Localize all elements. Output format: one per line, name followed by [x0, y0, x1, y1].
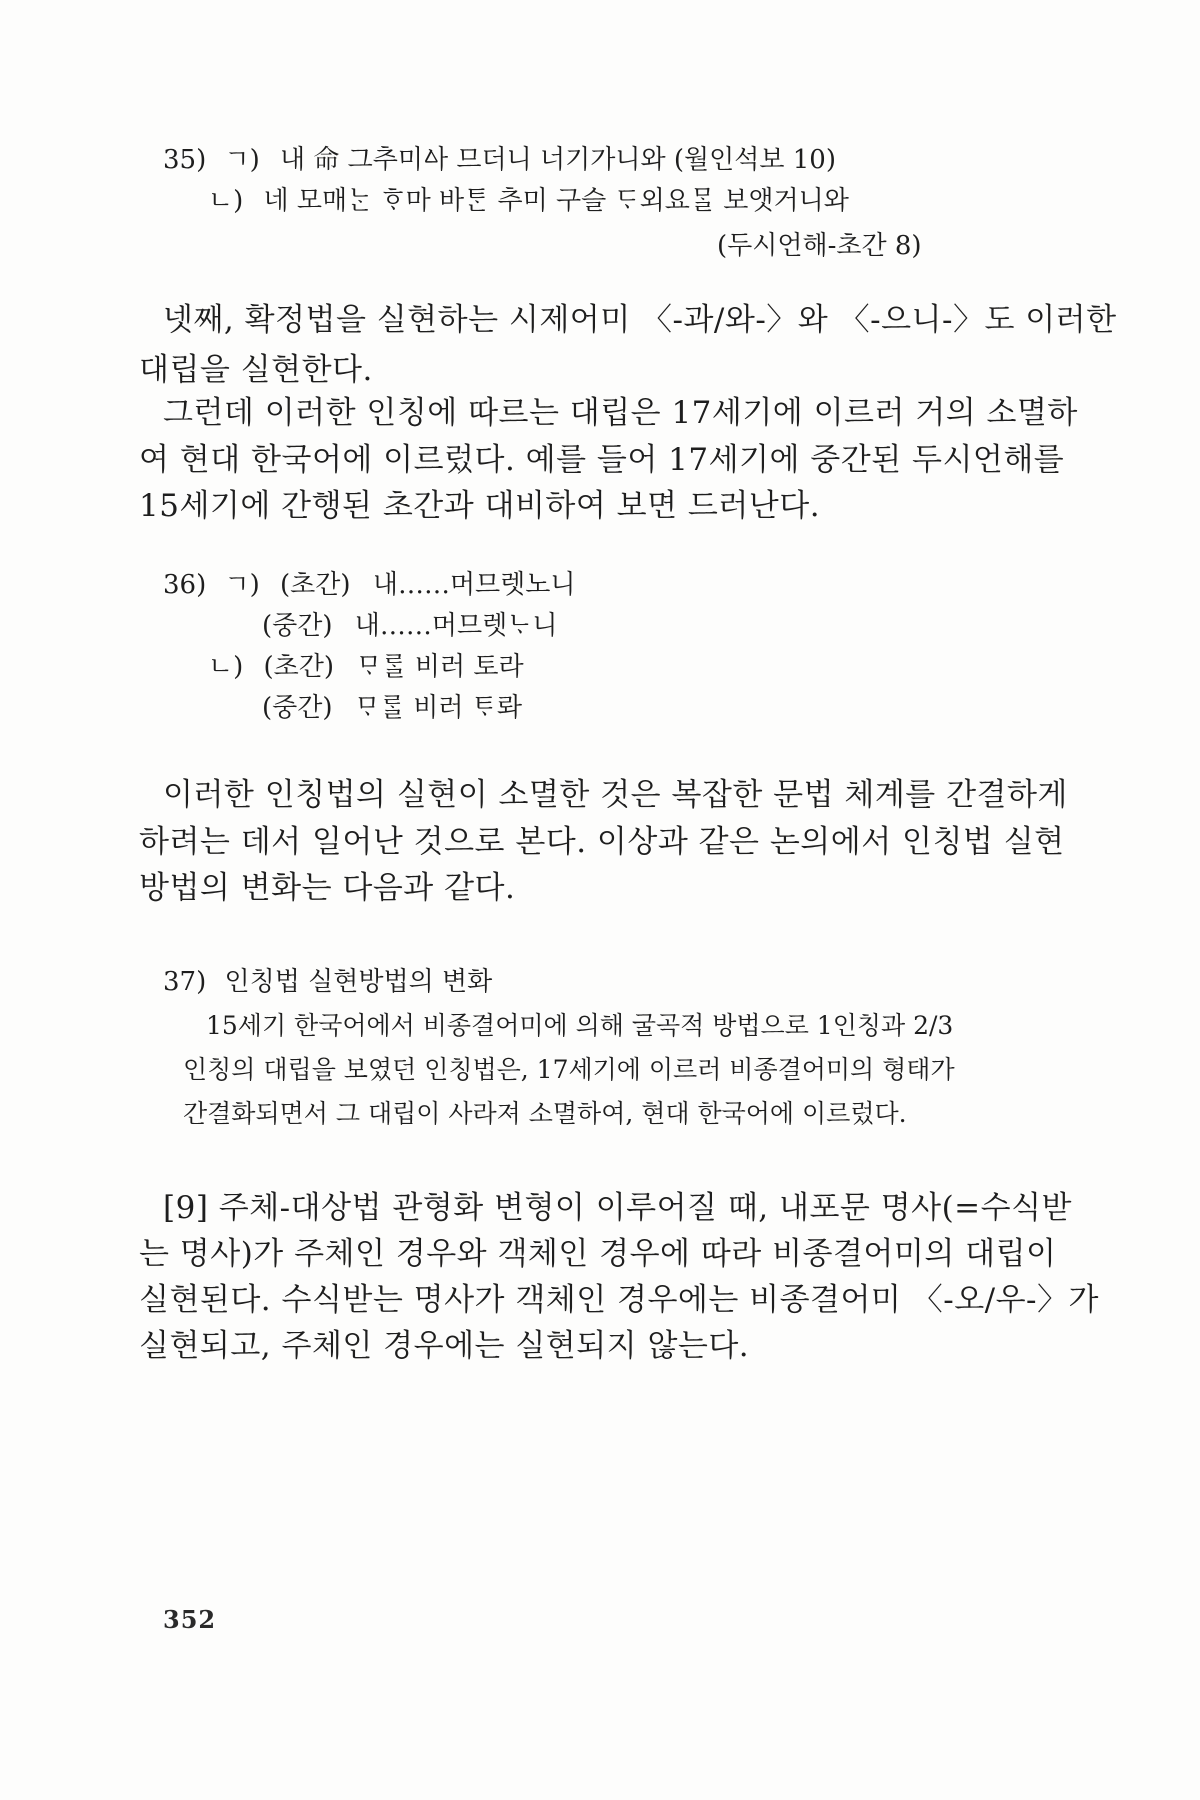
- paragraph-line: 방법의 변화는 다음과 같다.: [139, 870, 516, 906]
- edition-tag: (중간): [262, 611, 333, 641]
- example-mark: ㄴ): [208, 652, 244, 682]
- example-37-line: 15세기 한국어에서 비종결어미에 의해 굴곡적 방법으로 1인칭과 2/3: [206, 1011, 954, 1040]
- edition-tag: (초간): [263, 652, 335, 682]
- example-text: ᄆᆞᄅᆞᆯ 비러 ᄐᆞ롸: [354, 693, 523, 723]
- paragraph-line: 대립을 실현한다.: [139, 352, 373, 388]
- example-source: (두시언해-초간 8): [717, 231, 922, 261]
- example-35-b: [208, 181, 849, 221]
- example-36-a1: [163, 565, 576, 605]
- paragraph-line: 넷째, 확정법을 실현하는 시제어미 〈-과/와-〉와 〈-으니-〉도 이러한: [163, 302, 1117, 338]
- paragraph-line: 그런데 이러한 인칭에 따르는 대립은 17세기에 이르러 거의 소멸하: [163, 395, 1078, 431]
- paragraph-line: 는 명사)가 주체인 경우와 객체인 경우에 따라 비종결어미의 대립이: [139, 1236, 1057, 1272]
- paragraph-line: 여 현대 한국어에 이르렀다. 예를 들어 17세기에 중간된 두시언해를: [139, 442, 1065, 478]
- example-title: 인칭법 실현방법의 변화: [224, 967, 493, 997]
- example-36-b2: [262, 688, 522, 728]
- example-37-line: 인칭의 대립을 보였던 인칭법은, 17세기에 이르러 비종결어미의 형태가: [183, 1055, 955, 1084]
- paragraph-line: 이러한 인칭법의 실현이 소멸한 것은 복잡한 문법 체계를 간결하게: [163, 777, 1068, 813]
- example-mark: ㄴ): [208, 186, 244, 216]
- example-37-line: 간결화되면서 그 대립이 사라져 소멸하여, 현대 한국어에 이르렀다.: [183, 1099, 907, 1128]
- paragraph-line: [9] 주체-대상법 관형화 변형이 이루어질 때, 내포문 명사(=수식받: [163, 1190, 1072, 1226]
- example-text: 내……머므렛노니: [372, 570, 576, 600]
- example-36-a2: [262, 606, 558, 646]
- paragraph-line: 실현된다. 수식받는 명사가 객체인 경우에는 비종결어미 〈-오/우-〉가: [139, 1282, 1099, 1318]
- example-text: 내 命 그추미ᅀᅡ 므더니 너기가니와 (월인석보 10): [280, 145, 836, 175]
- example-number: 36): [163, 570, 207, 600]
- example-text: 네 모매ᄂᆞᆫ ᄒᆞ마 바ᄐᆞᆫ 추미 구슬 ᄃᆞ외요ᄆᆞᆯ 보앳거니와: [263, 186, 849, 216]
- page-number: 352: [163, 1605, 217, 1634]
- example-mark: ㄱ): [224, 145, 260, 175]
- edition-tag: (중간): [262, 693, 333, 723]
- example-text: 내……머므렛ᄂᆞ니: [354, 611, 558, 641]
- example-number: 35): [163, 145, 207, 175]
- paragraph-line: 15세기에 간행된 초간과 대비하여 보면 드러난다.: [139, 488, 821, 524]
- example-number: 37): [163, 967, 207, 997]
- edition-tag: (초간): [280, 570, 351, 600]
- example-text: ᄆᆞᄅᆞᆯ 비러 토라: [356, 652, 524, 682]
- example-35-a: [163, 140, 836, 180]
- example-36-b1: [208, 647, 524, 687]
- paragraph-line: 하려는 데서 일어난 것으로 본다. 이상과 같은 논의에서 인칭법 실현: [139, 824, 1065, 860]
- example-mark: ㄱ): [224, 570, 260, 600]
- paragraph-line: 실현되고, 주체인 경우에는 실현되지 않는다.: [139, 1328, 750, 1364]
- example-37-title: [163, 962, 492, 1002]
